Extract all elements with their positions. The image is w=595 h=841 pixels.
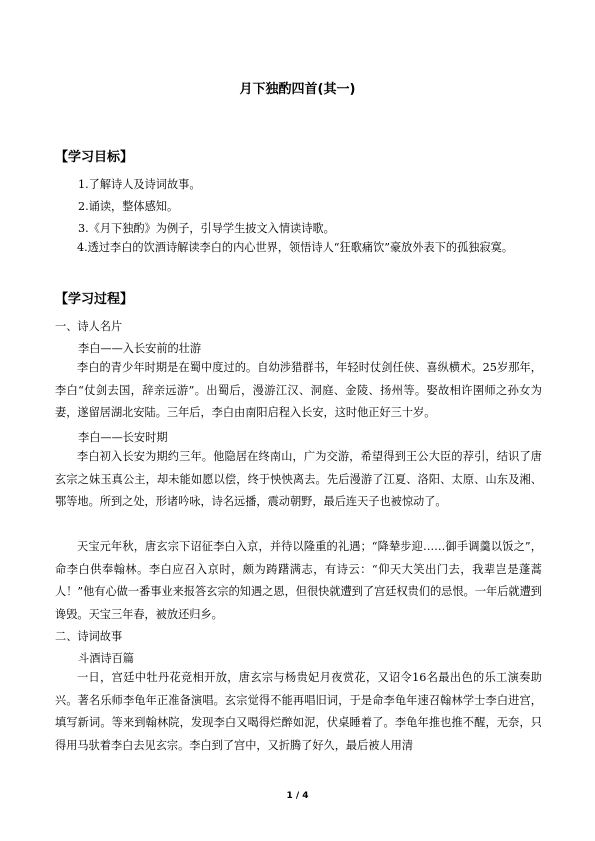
subheading: 李白——长安时期: [78, 431, 168, 444]
paragraph: 天宝元年秋，唐玄宗下诏征李白入京，并待以隆重的礼遇；“降辇步迎……御手调羹以饭之”，命李白供奉翰林。李白应召入京时，颇为踌躇满志，有诗云：“仰天大笑出门去，我辈岂是蓬蒿人！”他有心做一番事业来报答玄宗的知遇之恩，但很快就遭到了宫廷权贵们的忌恨。一年后就遭到谗毁。天宝三年春，被放还归乡。: [55, 540, 542, 621]
goal-item: 2.诵读，整体感知。: [78, 200, 179, 213]
paragraph: 李白初入长安为期约三年。他隐居在终南山，广为交游，希望得到王公大臣的荐引，结识了唐玄宗之妹玉真公主，却未能如愿以偿，终于怏怏离去。先后漫游了江夏、洛阳、太原、山东及湘、鄂等地。所到之处，形诸吟咏，诗名远播，震动朝野，最后连天子也被惊动了。: [55, 450, 542, 508]
page-number: 1 / 4: [286, 791, 309, 801]
part-heading: 二、诗词故事: [55, 630, 123, 643]
goal-item: 4.透过李白的饮酒诗解读李白的内心世界，领悟诗人“狂歌痛饮”豪放外表下的孤独寂寞。: [77, 241, 514, 254]
paragraph: 李白的青少年时期是在蜀中度过的。自幼涉猎群书，年轻时仗剑任侠、喜纵横术。25岁那年，李白“仗剑去国，辞亲远游”。出蜀后，漫游江汉、洞庭、金陵、扬州等。娶故相许圉师之孙女为妻，遂留居湖北安陆。三年后，李白由南阳启程入长安，这时他正好三十岁。: [55, 361, 542, 419]
subheading: 斗酒诗百篇: [78, 652, 134, 665]
part-heading: 一、诗人名片: [55, 320, 123, 333]
page-title: 月下独酌四首(其一): [239, 82, 356, 97]
subheading: 李白——入长安前的壮游: [78, 342, 202, 355]
paragraph: 一日，宫廷中牡丹花竞相开放，唐玄宗与杨贵妃月夜赏花，又诏令16名最出色的乐工演奏助兴。著名乐师李龟年正准备演唱。玄宗觉得不能再唱旧词，于是命李龟年速召翰林学士李白进宫，填写新词。等来到翰林院，发现李白又喝得烂醉如泥，伏桌睡着了。李龟年推也推不醒，无奈，只得用马驮着李白去见玄宗。李白到了宫中，又折腾了好久，最后被人用清: [55, 671, 542, 752]
goal-item: 1.了解诗人及诗词故事。: [78, 178, 201, 191]
goal-item: 3.《月下独酌》为例子，引导学生披文入情读诗歌。: [78, 222, 335, 235]
section-heading-goals: 【学习目标】: [55, 150, 134, 165]
section-heading-process: 【学习过程】: [55, 292, 134, 307]
